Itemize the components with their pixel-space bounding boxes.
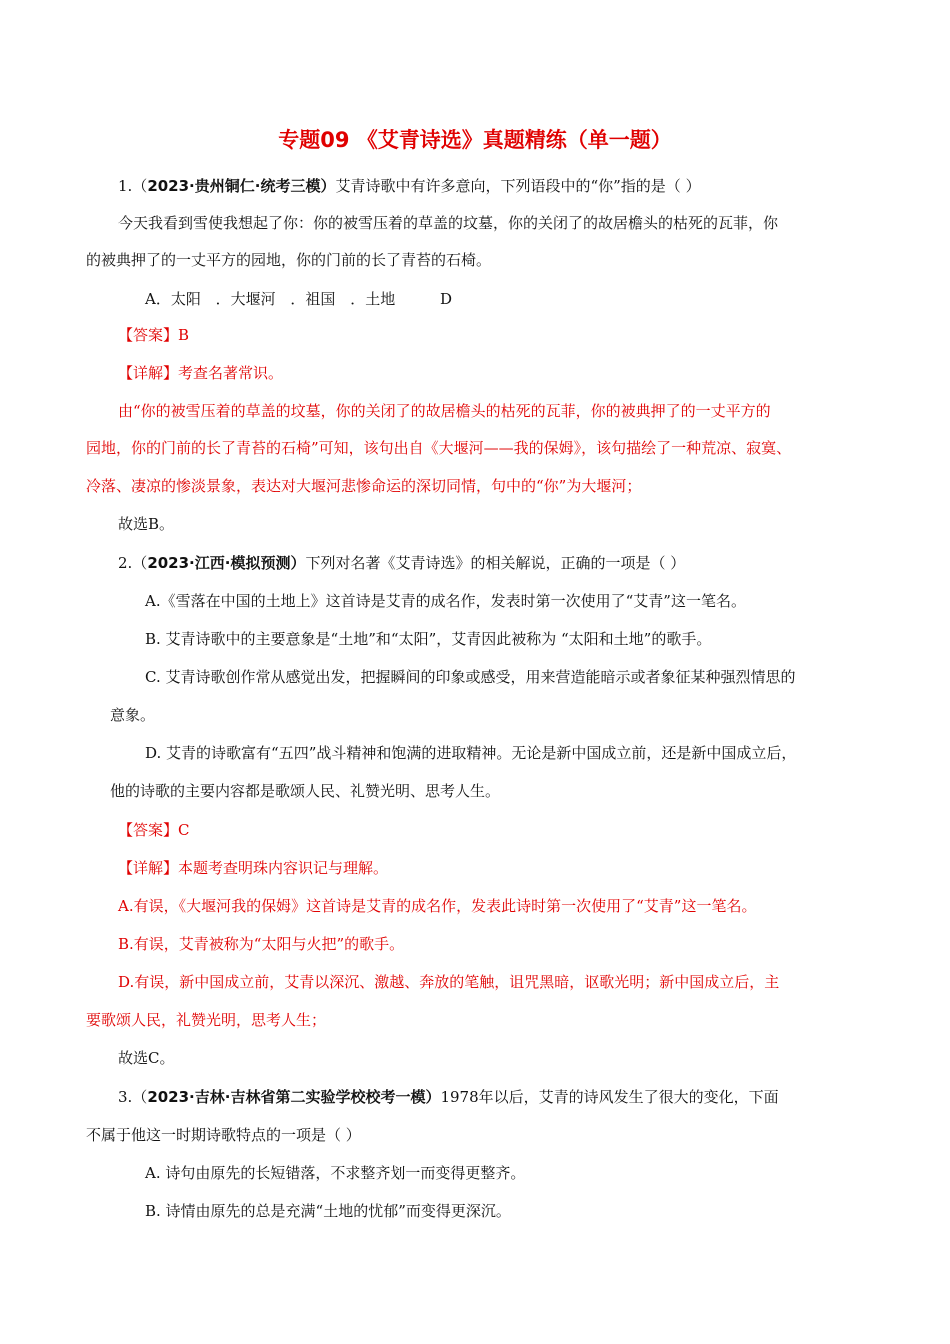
question-2-option-a: A.《雪落在中国的土地上》这首诗是艾青的成名作，发表时第一次使用了“艾青”这一笔名。 [145, 592, 746, 610]
question-2-option-d-line-1: D. 艾青的诗歌富有“五四”战斗精神和饱满的进取精神。无论是新中国成立前，还是新中国成立后， [145, 744, 797, 762]
question-2-option-b: B. 艾青诗歌中的主要意象是“土地”和“太阳”，艾青因此被称为 “太阳和土地”的歌手。 [145, 630, 712, 648]
question-1-header [118, 176, 701, 196]
question-1-answer: 【答案】B [118, 326, 190, 344]
question-1-explanation-line-3: 冷落、凄凉的惨淡景象，表达对大堰河悲惨命运的深切同情，句中的“你”为大堰河； [86, 477, 642, 495]
question-1-explanation-line-2: 园地，你的门前的长了青苔的石椅”可知，该句出自《大堰河——我的保姆》，该句描绘了一种荒凉、寂寞、 [86, 439, 792, 457]
question-1-number: 1.（ [118, 177, 148, 195]
question-1-option-c: ．祖国 [290, 290, 336, 308]
question-1-source: 2023·贵州铜仁·统考三模） [147, 177, 336, 195]
question-2-source: 2023·江西·模拟预测） [147, 554, 306, 572]
question-2-header [118, 553, 685, 573]
question-2-choose: 故选C。 [118, 1049, 175, 1067]
question-3-stem-line-2: 不属于他这一时期诗歌特点的一项是（ ） [86, 1126, 361, 1144]
question-1-passage-line-2: 的被典押了的一丈平方的园地，你的门前的长了青苔的石椅。 [86, 251, 492, 269]
question-3-option-b: B. 诗情由原先的总是充满“土地的忧郁”而变得更深沉。 [145, 1202, 511, 1220]
question-1-stem: 艾青诗歌中有许多意向，下列语段中的“你”指的是（ ） [335, 177, 701, 195]
question-1-option-d: ．土地 [350, 290, 396, 308]
question-2-explanation-d-line-2: 要歌颂人民，礼赞光明，思考人生； [86, 1011, 327, 1029]
question-3-source: 2023·吉林·吉林省第二实验学校校考一模） [147, 1088, 441, 1106]
question-1-option-d-label: D [440, 290, 453, 308]
question-2-explanation-a: A.有误，《大堰河我的保姆》这首诗是艾青的成名作，发表此诗时第一次使用了“艾青”这一笔名。 [118, 897, 757, 915]
question-2-option-c-line-2: 意象。 [110, 706, 156, 724]
question-1-explanation-line-1: 由“你的被雪压着的草盖的坟墓，你的关闭了的故居檐头的枯死的瓦菲，你的被典押了的一丈平方的 [118, 402, 771, 420]
question-2-explanation-d-line-1: D.有误，新中国成立前，艾青以深沉、激越、奔放的笔触，诅咒黑暗，讴歌光明；新中国成立后，主 [118, 973, 780, 991]
question-1-passage-line-1: 今天我看到雪使我想起了你：你的被雪压着的草盖的坟墓，你的关闭了的故居檐头的枯死的瓦菲，你 [118, 214, 779, 232]
question-1-option-b: ．大堰河 [215, 290, 276, 308]
question-1-choose: 故选B。 [118, 515, 175, 533]
question-1-detail: 【详解】考查名著常识。 [118, 364, 284, 382]
question-1-option-a: A．太阳 [145, 290, 201, 308]
question-2-answer: 【答案】C [118, 821, 190, 839]
question-1-options [145, 288, 462, 309]
question-3-number: 3.（ [118, 1088, 148, 1106]
question-2-option-d-line-2: 他的诗歌的主要内容都是歌颂人民、礼赞光明、思考人生。 [110, 782, 501, 800]
question-2-option-c-line-1: C. 艾青诗歌创作常从感觉出发，把握瞬间的印象或感受，用来营造能暗示或者象征某种强烈情思的 [145, 668, 796, 686]
question-2-detail: 【详解】本题考查明珠内容识记与理解。 [118, 859, 389, 877]
question-2-stem: 下列对名著《艾青诗选》的相关解说，正确的一项是（ ） [305, 554, 686, 572]
question-3-header [118, 1087, 779, 1107]
question-3-option-a: A. 诗句由原先的长短错落，不求整齐划一而变得更整齐。 [145, 1164, 526, 1182]
question-3-stem-line-1: 1978年以后，艾青的诗风发生了很大的变化，下面 [440, 1088, 779, 1106]
document-title: 专题09 《艾青诗选》真题精练（单一题） [278, 128, 672, 152]
question-2-number: 2.（ [118, 554, 148, 572]
question-2-explanation-b: B.有误，艾青被称为“太阳与火把”的歌手。 [118, 935, 405, 953]
